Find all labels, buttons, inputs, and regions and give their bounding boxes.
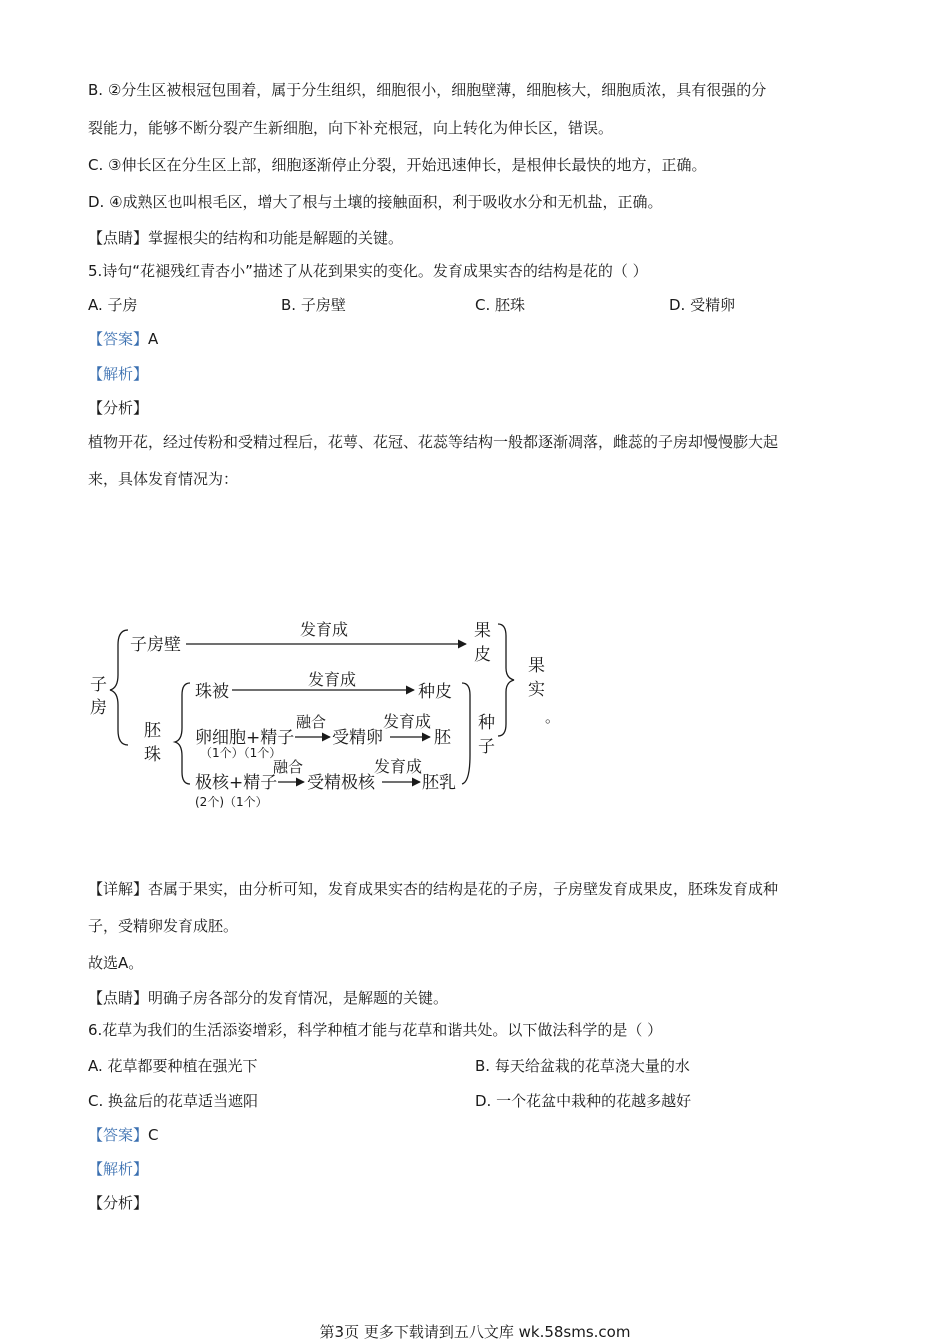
label-peel-2: 皮 [474,645,491,665]
label-peel-1: 果 [474,621,491,641]
label-fuse-1: 融合 [296,713,327,731]
diagram-period: 。 [545,708,561,726]
right-brace-seed [462,683,470,784]
q6-option-a: A. 花草都要种植在强光下 [88,1057,258,1075]
option-b-line-2: 裂能力，能够不断分裂产生新细胞，向下补充根冠，向上转化为伸长区，错误。 [88,119,614,137]
option-d-text: D. ④成熟区也叫根毛区，增大了根与土壤的接触面积，利于吸收水分和无机盐，正确。 [88,193,663,211]
q5-analysis-line-1: 植物开花，经过传粉和受精过程后，花萼、花冠、花蕊等结构一般都逐渐凋落，雌蕊的子房却慢慢膨大起 [88,433,779,451]
label-ovule-2: 珠 [144,745,161,765]
label-egg-sperm: 卵细胞+精子 [195,728,295,748]
label-endosperm: 胚乳 [422,773,456,793]
label-embryo: 胚 [434,728,451,748]
label-polar-sperm: 极核+精子 [195,773,278,793]
ovary-development-diagram [80,600,600,825]
label-fruit-2: 实 [528,680,545,700]
q5-option-d: D. 受精卵 [669,296,736,314]
label-count-a: （1个）（1个） [200,746,282,760]
q5-answer [88,329,158,349]
label-develop-3: 发育成 [383,712,432,731]
answer-label: 【答案】 [88,1126,149,1144]
q5-choose: 故选A。 [88,954,144,972]
option-b-line-1: B. ②分生区被根冠包围着，属于分生组织，细胞很小，细胞壁薄，细胞核大，细胞质浓，具有很强的分 [88,81,767,99]
option-c-text: C. ③伸长区在分生区上部，细胞逐渐停止分裂，开始迅速伸长，是根伸长最快的地方，正确。 [88,156,707,174]
q6-option-b: B. 每天给盆栽的花草浇大量的水 [475,1057,690,1075]
label-count-b: (2个)（1个） [195,795,268,809]
label-seed-1: 种 [478,713,495,733]
answer-label: 【答案】 [88,330,149,348]
question-6-stem: 6.花草为我们的生活添姿增彩，科学种植才能与花草和谐共处。以下做法科学的是（ ） [88,1021,663,1039]
q5-tip: 【点睛】明确子房各部分的发育情况，是解题的关键。 [88,989,449,1007]
q6-answer [88,1125,159,1145]
q5-fenxi-label: 【分析】 [88,399,149,417]
inner-left-brace [175,683,190,784]
label-fert-polar: 受精极核 [307,773,375,793]
q5-option-b: B. 子房壁 [281,296,346,314]
page-footer: 第3页 更多下载请到五八文库 wk.58sms.com [319,1323,631,1341]
label-fruit-1: 果 [528,656,545,676]
label-ovule-1: 胚 [144,721,161,741]
q5-jiexi-label: 【解析】 [88,365,149,383]
q6-option-c: C. 换盆后的花草适当遮阳 [88,1092,259,1110]
q6-fenxi-label: 【分析】 [88,1194,149,1212]
q5-detail-line-1: 【详解】杏属于果实，由分析可知，发育成果实杏的结构是花的子房，子房壁发育成果皮，胚珠发育成种 [88,880,779,898]
right-brace-fruit [498,624,514,736]
label-develop-1: 发育成 [300,620,349,639]
label-zygote: 受精卵 [332,728,383,748]
label-integument: 珠被 [195,682,229,702]
label-seed-2: 子 [478,737,495,757]
answer-value: C [148,1126,159,1144]
q5-option-a: A. 子房 [88,296,138,314]
label-seed-coat: 种皮 [418,682,452,702]
label-ovary-1: 子 [90,675,107,695]
label-ovary-2: 房 [90,698,107,718]
left-brace [110,630,128,745]
q6-jiexi-label: 【解析】 [88,1160,149,1178]
label-develop-2: 发育成 [308,670,357,689]
q6-option-d: D. 一个花盆中栽种的花越多越好 [475,1092,692,1110]
q5-detail-line-2: 子，受精卵发育成胚。 [88,917,239,935]
question-5-stem: 5.诗句“花褪残红青杏小”描述了从花到果实的变化。发育成果实杏的结构是花的（ ） [88,262,648,280]
label-ovary-wall: 子房壁 [130,635,181,655]
tip-text: 【点睛】掌握根尖的结构和功能是解题的关键。 [88,229,404,247]
q5-option-c: C. 胚珠 [475,296,526,314]
label-fuse-2: 融合 [273,758,304,776]
answer-value: A [148,330,159,348]
label-develop-4: 发育成 [374,757,423,776]
q5-analysis-line-2: 来，具体发育情况为： [88,470,239,488]
